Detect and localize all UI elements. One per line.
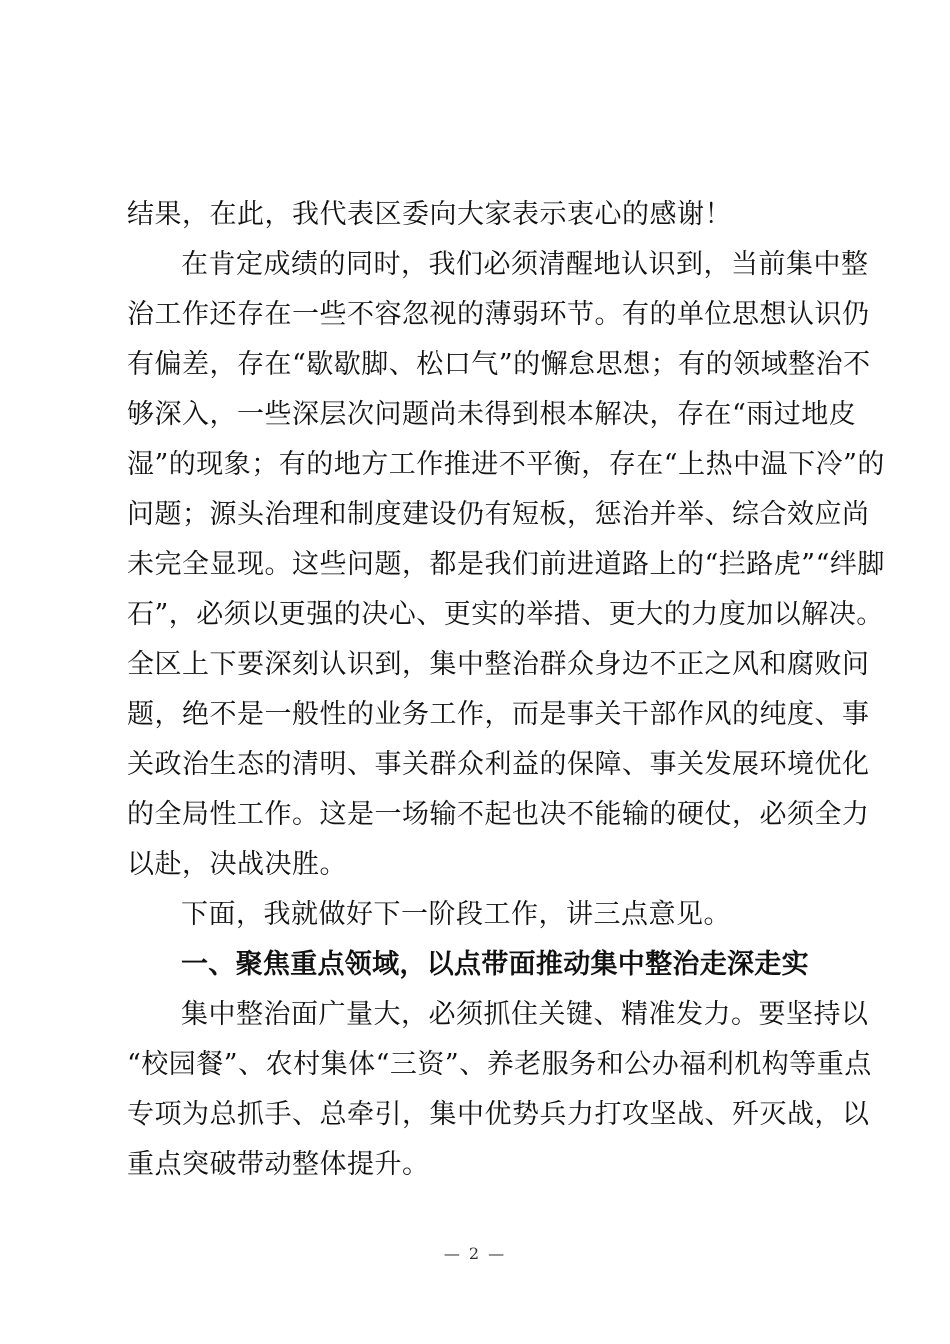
page-number: — 2 — xyxy=(443,1244,507,1263)
text-line: 结果，在此，我代表区委向大家表示衷心的感谢！ xyxy=(127,199,732,230)
text-line: 治工作还存在一些不容忽视的薄弱环节。有的单位思想认识仍 xyxy=(127,299,870,330)
text-line: 以赴，决战决胜。 xyxy=(127,849,347,880)
paragraph-start-line: 集中整治面广量大，必须抓住关键、精准发力。要坚持以 xyxy=(181,999,869,1030)
text-line: 有偏差，存在“歇歇脚、松口气”的懈怠思想；有的领域整治不 xyxy=(127,349,871,380)
text-line: 专项为总抓手、总牵引，集中优势兵力打攻坚战、歼灭战，以 xyxy=(127,1099,870,1130)
text-line: 未完全显现。这些问题，都是我们前进道路上的“拦路虎”“绊脚 xyxy=(127,549,885,580)
text-line: 重点突破带动整体提升。 xyxy=(127,1149,430,1180)
text-line: “校园餐”、农村集体“三资”、养老服务和公办福利机构等重点 xyxy=(127,1049,872,1080)
text-line: 问题；源头治理和制度建设仍有短板，惩治并举、综合效应尚 xyxy=(127,499,870,530)
paragraph-start-line: 在肯定成绩的同时，我们必须清醒地认识到，当前集中整 xyxy=(181,249,869,280)
paragraph-start-line: 下面，我就做好下一阶段工作，讲三点意见。 xyxy=(181,899,731,930)
text-line: 的全局性工作。这是一场输不起也决不能输的硬仗，必须全力 xyxy=(127,799,870,830)
text-line: 题，绝不是一般性的业务工作，而是事关干部作风的纯度、事 xyxy=(127,699,870,730)
body-text xyxy=(127,190,885,1190)
text-line: 湿”的现象；有的地方工作推进不平衡，存在“上热中温下冷”的 xyxy=(127,449,885,480)
section-heading: 一、聚焦重点领域，以点带面推动集中整治走深走实 xyxy=(181,949,809,980)
text-line: 关政治生态的清明、事关群众利益的保障、事关发展环境优化 xyxy=(127,749,870,780)
text-line: 够深入，一些深层次问题尚未得到根本解决，存在“雨过地皮 xyxy=(127,399,857,430)
text-line: 石”，必须以更强的决心、更实的举措、更大的力度加以解决。 xyxy=(127,599,884,630)
text-line: 全区上下要深刻认识到，集中整治群众身边不正之风和腐败问 xyxy=(127,649,870,680)
